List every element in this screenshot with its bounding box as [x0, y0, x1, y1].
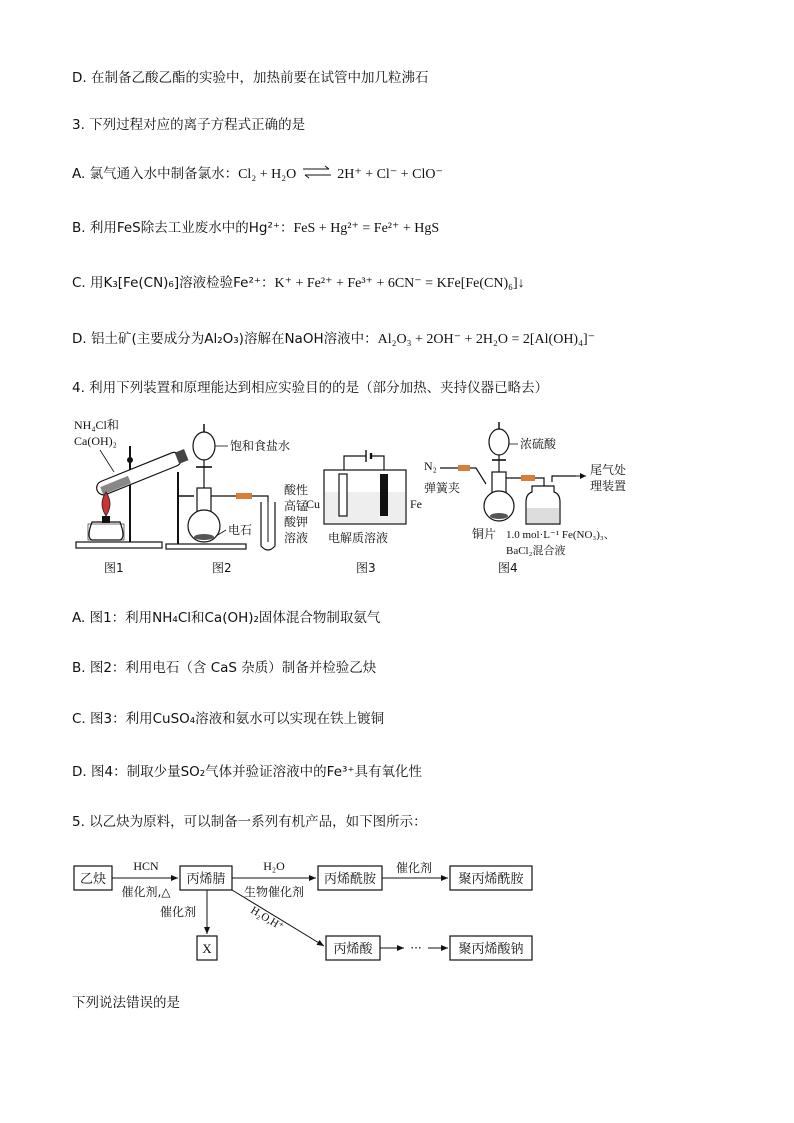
reversible-arrow-icon — [300, 165, 334, 183]
fig2-test-tube — [261, 496, 275, 550]
fig4-n2-label: N₂ — [424, 459, 437, 473]
figure-2 — [166, 424, 308, 575]
q3-option-a-formula-right: 2H⁺ + Cl⁻ + ClO⁻ — [333, 167, 443, 182]
q4-option-a: A. 图1：利用NH₄Cl和Ca(OH)₂固体混合物制取氨气 — [72, 610, 381, 626]
svg-text:X: X — [202, 941, 212, 956]
fig3-right-electrode-label: Fe — [410, 497, 422, 511]
fig2-funnel-label: 饱和食盐水 — [230, 439, 291, 453]
box-x — [197, 936, 217, 960]
arrow-label-hcn: HCN — [133, 859, 159, 873]
fig4-tail-label-1: 尾气处 — [590, 463, 627, 477]
svg-text:丙烯腈: 丙烯腈 — [186, 872, 226, 887]
q3-option-d — [72, 327, 595, 348]
fig2-tube-label-1: 酸性 — [284, 483, 309, 497]
q4-apparatus-figures — [66, 412, 706, 582]
box-acrylic-acid — [326, 936, 380, 960]
figure-1 — [74, 418, 189, 575]
arrow-label-cat1: 催化剂 — [395, 861, 433, 875]
q4-stem: 4. 利用下列装置和原理能达到相应实验目的的是（部分加热、夹持仪器已略去） — [72, 380, 549, 396]
fig1-label-line2: Ca(OH)₂ — [74, 434, 117, 448]
q3-stem: 3. 下列过程对应的离子方程式正确的是 — [72, 117, 306, 133]
q4-option-d: D. 图4：制取少量SO₂气体并验证溶液中的Fe³⁺具有氧化性 — [72, 764, 423, 780]
figure-4 — [424, 422, 626, 575]
fig1-caption: 图1 — [104, 561, 124, 575]
q3-option-a — [72, 162, 443, 183]
box-acrylonitrile — [180, 866, 232, 890]
fig3-left-electrode-label: Cu — [306, 497, 321, 511]
fig1-stand-base — [76, 542, 162, 548]
svg-text:丙烯酰胺: 丙烯酰胺 — [323, 872, 377, 887]
q4-option-b: B. 图2：利用电石（含 CaS 杂质）制备并检验乙炔 — [72, 660, 377, 676]
svg-text:乙炔: 乙炔 — [79, 872, 107, 887]
fig2-tube-label-4: 溶液 — [284, 531, 309, 545]
fig4-clip-label: 弹簧夹 — [424, 481, 461, 495]
fig2-stone-label: 电石 — [228, 523, 253, 537]
q3-option-b-label: B. 利用FeS除去工业废水中的Hg²⁺： — [72, 220, 294, 236]
q3-option-a-formula-left: Cl₂ + H₂O — [238, 167, 300, 182]
box-acrylamide — [318, 866, 382, 890]
arrow-label-h2o-h: H₂O,H⁺ — [248, 904, 286, 934]
fig4-copper-label: 铜片 — [472, 527, 497, 541]
fig3-cu-electrode — [339, 474, 347, 516]
fig2-tube-label-3: 酸钾 — [284, 515, 309, 529]
fig1-label-line1: NH₄Cl和 — [74, 418, 119, 432]
fig4-dropping-funnel — [489, 429, 509, 455]
arrow-label-cat2: 催化剂 — [159, 905, 197, 919]
q5-stem: 5. 以乙炔为原料，可以制备一系列有机产品，如下图所示： — [72, 814, 427, 830]
arrow-label-h2o: H₂O — [263, 859, 285, 873]
svg-text:聚丙烯酰胺: 聚丙烯酰胺 — [458, 872, 524, 887]
q3-option-a-label: A. 氯气通入水中制备氯水： — [72, 166, 239, 182]
fig3-fe-electrode — [380, 474, 388, 516]
fig1-alcohol-lamp — [88, 492, 124, 540]
q3-option-c-formula: K⁺ + Fe²⁺ + Fe³⁺ + 6CN⁻ = KFe[Fe(CN)₆]↓ — [274, 276, 525, 291]
svg-text:丙烯酸: 丙烯酸 — [333, 942, 373, 957]
q2-option-d: D. 在制备乙酸乙酯的实验中，加热前要在试管中加几粒沸石 — [72, 70, 429, 86]
fig4-solution-label-1: 1.0 mol·L⁻¹ Fe(NO₃)₃、 — [506, 529, 615, 541]
svg-text:聚丙烯酸钠: 聚丙烯酸钠 — [458, 942, 524, 957]
fig4-tail-label-2: 理装置 — [590, 479, 627, 493]
q3-option-d-formula: Al₂O₃ + 2OH⁻ + 2H₂O = 2[Al(OH)₄]⁻ — [377, 332, 596, 347]
arrow-label-bio-cat: 生物催化剂 — [243, 885, 305, 899]
fig2-tube-label-2: 高锰 — [284, 499, 309, 513]
box-acetylene — [74, 866, 112, 890]
q5-reaction-scheme — [66, 846, 546, 976]
q3-option-b-formula: FeS + Hg²⁺ = Fe²⁺ + HgS — [293, 221, 440, 236]
fig3-caption: 图3 — [356, 561, 376, 575]
fig4-caption: 图4 — [498, 561, 518, 575]
box-sodium-polyacrylate — [450, 936, 532, 960]
q4-option-c: C. 图3：利用CuSO₄溶液和氨水可以实现在铁上镀铜 — [72, 711, 385, 727]
fig1-test-tube — [95, 448, 189, 497]
figure-3 — [306, 450, 422, 575]
fig4-acid-label: 浓硫酸 — [520, 437, 557, 451]
arrow-label-cat-heat: 催化剂,△ — [121, 885, 171, 899]
q3-option-d-label: D. 铝土矿(主要成分为Al₂O₃)溶解在NaOH溶液中： — [72, 331, 378, 347]
q3-option-b — [72, 216, 439, 237]
fig2-caption: 图2 — [212, 561, 232, 575]
q3-option-c — [72, 271, 525, 292]
fig3-solution-label: 电解质溶液 — [328, 531, 389, 545]
q3-option-c-label: C. 用K₃[Fe(CN)₆]溶液检验Fe²⁺： — [72, 275, 275, 291]
fig1-clamp — [127, 457, 133, 463]
q5-question: 下列说法错误的是 — [72, 995, 180, 1011]
fig4-solution-label-2: BaCl₂混合液 — [506, 545, 566, 557]
fig2-dropping-funnel — [193, 424, 215, 490]
fig1-pointer-line — [100, 450, 114, 472]
box-polyacrylamide — [450, 866, 532, 890]
arrow-label-dots: ··· — [410, 941, 422, 955]
fig2-stand-base — [166, 544, 246, 549]
